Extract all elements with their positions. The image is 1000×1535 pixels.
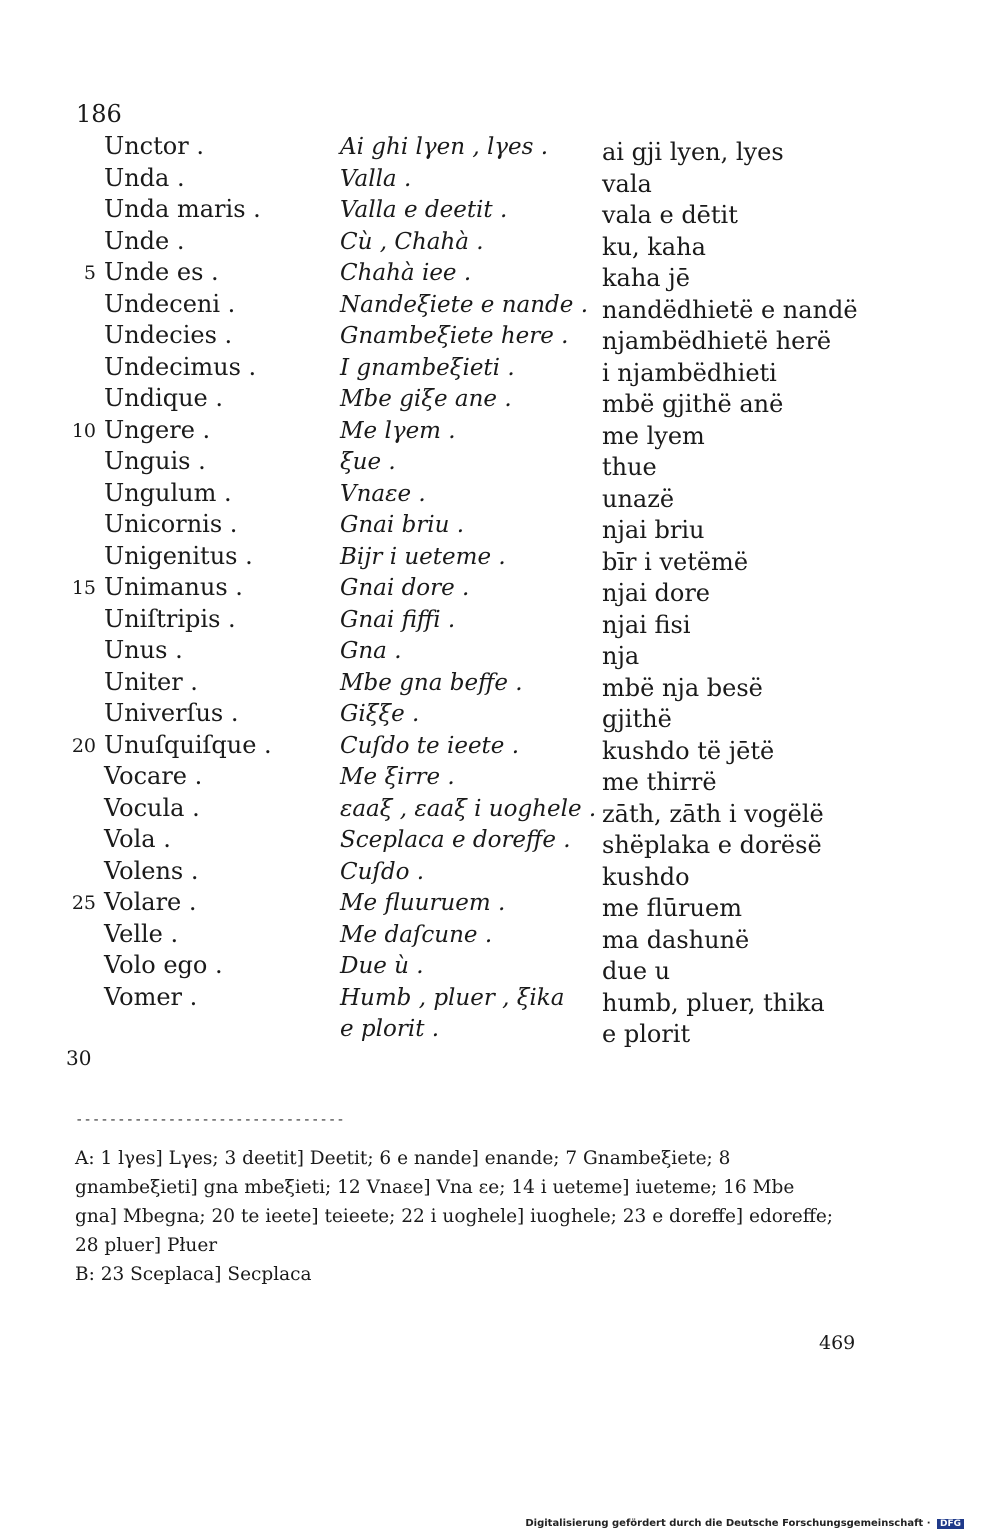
entry-row — [0, 416, 1000, 448]
modern-albanian: me lyem — [602, 421, 705, 450]
modern-albanian: humb, pluer, thika — [602, 988, 825, 1017]
critical-apparatus — [75, 1144, 875, 1289]
albanian-translation: Me fluuruem . — [340, 890, 506, 916]
entry-row — [0, 384, 1000, 416]
footnote-separator: -------------------------------- — [75, 1112, 345, 1128]
latin-term: Volo ego . — [104, 951, 223, 979]
entry-row — [0, 668, 1000, 700]
entry-row — [0, 542, 1000, 574]
latin-term: Unctor . — [104, 132, 204, 160]
latin-term: Unguis . — [104, 447, 206, 475]
apparatus-a-line: gnambeξieti] gna mbeξieti; 12 Vnaεe] Vna εe; 14 i ueteme] iueteme; 16 Mbe — [75, 1177, 795, 1198]
modern-albanian: njai briu — [602, 516, 705, 544]
modern-albanian: vala — [602, 169, 652, 198]
line-number: 25 — [71, 892, 96, 914]
apparatus-a-line: 28 pluer] Płuer — [75, 1235, 218, 1256]
latin-term: Ungulum . — [104, 478, 232, 507]
modern-albanian: nandëdhietë e nandë — [602, 295, 858, 324]
entry-row — [0, 132, 1000, 164]
entry-row — [0, 920, 1000, 952]
latin-term: Unde es . — [104, 258, 219, 286]
latin-term: Volare . — [104, 888, 197, 916]
albanian-translation: Me ξirre . — [340, 764, 455, 790]
entry-row — [0, 573, 1000, 605]
latin-term: Unicornis . — [104, 510, 238, 538]
entry-row — [0, 164, 1000, 196]
latin-term: Uniſtripis . — [104, 604, 236, 633]
line-number: 10 — [71, 419, 96, 442]
modern-albanian: ku, kaha — [602, 232, 706, 261]
albanian-translation: Valla . — [340, 165, 412, 192]
albanian-translation: Gnai fiffi . — [340, 606, 456, 633]
entry-row — [0, 479, 1000, 511]
entry-row — [0, 195, 1000, 227]
latin-term: Unda . — [104, 163, 185, 192]
modern-albanian: shëplaka e dorësë — [602, 831, 822, 859]
modern-albanian: due u — [602, 957, 671, 985]
latin-term: Uniter . — [104, 667, 198, 696]
albanian-translation: Bijr i ueteme . — [340, 543, 506, 570]
albanian-translation: Gna . — [340, 638, 402, 664]
albanian-translation: Giξξe . — [340, 701, 420, 727]
albanian-translation: Gnai dore . — [340, 575, 470, 601]
latin-term: Vola . — [104, 825, 171, 853]
albanian-translation: Gnai briu . — [340, 512, 465, 538]
modern-albanian: unazë — [602, 484, 675, 513]
latin-term: Unigenitus . — [104, 541, 253, 570]
albanian-translation: Mbe gna beffe . — [340, 669, 523, 696]
modern-albanian: mbë nja besë — [602, 673, 763, 702]
latin-term: Unus . — [104, 636, 183, 664]
entry-row — [0, 983, 1000, 1015]
entry-row — [0, 699, 1000, 731]
latin-term: Ungere . — [104, 415, 211, 444]
entry-row — [0, 258, 1000, 290]
albanian-translation: Due ù . — [340, 953, 424, 979]
latin-term: Unde . — [104, 226, 185, 255]
dfg-logo-icon: DFG — [937, 1519, 964, 1529]
line-number: 15 — [71, 577, 96, 599]
modern-albanian: kushdo — [602, 862, 690, 891]
entry-row — [0, 321, 1000, 353]
albanian-translation: Chahà iee . — [340, 260, 472, 286]
entry-row — [0, 857, 1000, 889]
apparatus-a-line: A: 1 lγes] Lγes; 3 deetit] Deetit; 6 e nande] enande; 7 Gnambeξiete; 8 — [75, 1148, 731, 1169]
latin-term: Undecimus . — [104, 352, 257, 381]
entry-row — [0, 888, 1000, 920]
albanian-translation: εaaξ , εaaξ i uoghele . — [340, 795, 597, 822]
apparatus-a-line: gna] Mbegna; 20 te ieete] teieete; 22 i uoghele] iuoghele; 23 e doreffe] edoreffe; — [75, 1206, 834, 1227]
entry-row — [0, 825, 1000, 857]
albanian-translation: ξue . — [340, 449, 396, 475]
line-number: 20 — [71, 734, 96, 757]
albanian-translation: Cuſdo . — [340, 858, 425, 885]
entry-row — [0, 290, 1000, 322]
entry-row — [0, 227, 1000, 259]
modern-albanian: bīr i vetëmë — [602, 547, 749, 576]
modern-albanian: vala e dētit — [602, 201, 738, 229]
albanian-translation: Me lγem . — [340, 417, 456, 444]
dictionary-entries — [0, 132, 1000, 1046]
digitization-footer — [525, 1518, 964, 1529]
line-number: 5 — [83, 262, 96, 284]
page-top-number: 186 — [76, 100, 122, 128]
latin-term: Vomer . — [104, 982, 198, 1011]
latin-term: Vocare . — [104, 762, 203, 790]
albanian-translation: Nandeξiete e nande . — [340, 291, 589, 318]
entry-row — [0, 636, 1000, 668]
apparatus-b-line: B: 23 Sceplaca] Secplaca — [75, 1264, 312, 1285]
albanian-translation: I gnambeξieti . — [340, 354, 515, 381]
entry-row — [0, 605, 1000, 637]
modern-albanian: me thirrë — [602, 768, 717, 796]
latin-term: Undique . — [104, 384, 224, 412]
modern-albanian: thue — [602, 453, 657, 481]
entry-row — [0, 951, 1000, 983]
albanian-translation: Sceplaca e doreffe . — [340, 827, 571, 853]
latin-term: Vocula . — [104, 793, 200, 822]
entry-row — [0, 447, 1000, 479]
modern-albanian: zāth, zāth i vogëlë — [602, 799, 824, 828]
entry-row — [0, 1014, 1000, 1046]
albanian-translation: e plorit . — [340, 1016, 440, 1042]
latin-term: Unuſquiſque . — [104, 730, 272, 759]
albanian-translation: Valla e deetit . — [340, 197, 508, 223]
entry-row — [0, 353, 1000, 385]
modern-albanian: ai gji lyen, lyes — [602, 138, 784, 166]
albanian-translation: Gnambeξiete here . — [340, 323, 569, 349]
latin-term: Univerſus . — [104, 699, 239, 727]
albanian-translation: Cù , Chahà . — [340, 228, 484, 255]
albanian-translation: Ai ghi lγen , lγes . — [340, 134, 549, 160]
modern-albanian: i njambëdhieti — [602, 358, 777, 387]
page-bottom-number: 469 — [819, 1332, 856, 1354]
latin-term: Undeceni . — [104, 289, 236, 318]
latin-term: Velle . — [104, 919, 179, 948]
modern-albanian: kushdo të jētë — [602, 736, 775, 765]
albanian-translation: Vnaεe . — [340, 480, 426, 507]
albanian-translation: Mbe giξe ane . — [340, 386, 512, 412]
modern-albanian: e plorit — [602, 1020, 691, 1048]
digitization-note: Digitalisierung gefördert durch die Deutsche Forschungsgemeinschaft · — [525, 1518, 931, 1529]
latin-term: Unda maris . — [104, 195, 261, 223]
latin-term: Volens . — [104, 856, 199, 885]
modern-albanian: me flūruem — [602, 894, 742, 922]
modern-albanian: ma dashunë — [602, 925, 750, 954]
entry-row — [0, 731, 1000, 763]
modern-albanian: kaha jē — [602, 264, 690, 292]
line-number-30: 30 — [66, 1046, 92, 1070]
latin-term: Undecies . — [104, 321, 233, 349]
modern-albanian: gjithë — [602, 705, 672, 733]
modern-albanian: nja — [602, 642, 640, 670]
modern-albanian: mbë gjithë anë — [602, 390, 784, 418]
modern-albanian: njai dore — [602, 579, 710, 607]
entry-row — [0, 762, 1000, 794]
entry-row — [0, 794, 1000, 826]
albanian-translation: Cuſdo te ieete . — [340, 732, 520, 759]
modern-albanian: njai fisi — [602, 610, 691, 639]
modern-albanian: njambëdhietë herë — [602, 327, 832, 355]
albanian-translation: Humb , pluer , ξika — [340, 984, 565, 1011]
albanian-translation: Me daſcune . — [340, 921, 493, 948]
latin-term: Unimanus . — [104, 573, 243, 601]
entry-row — [0, 510, 1000, 542]
